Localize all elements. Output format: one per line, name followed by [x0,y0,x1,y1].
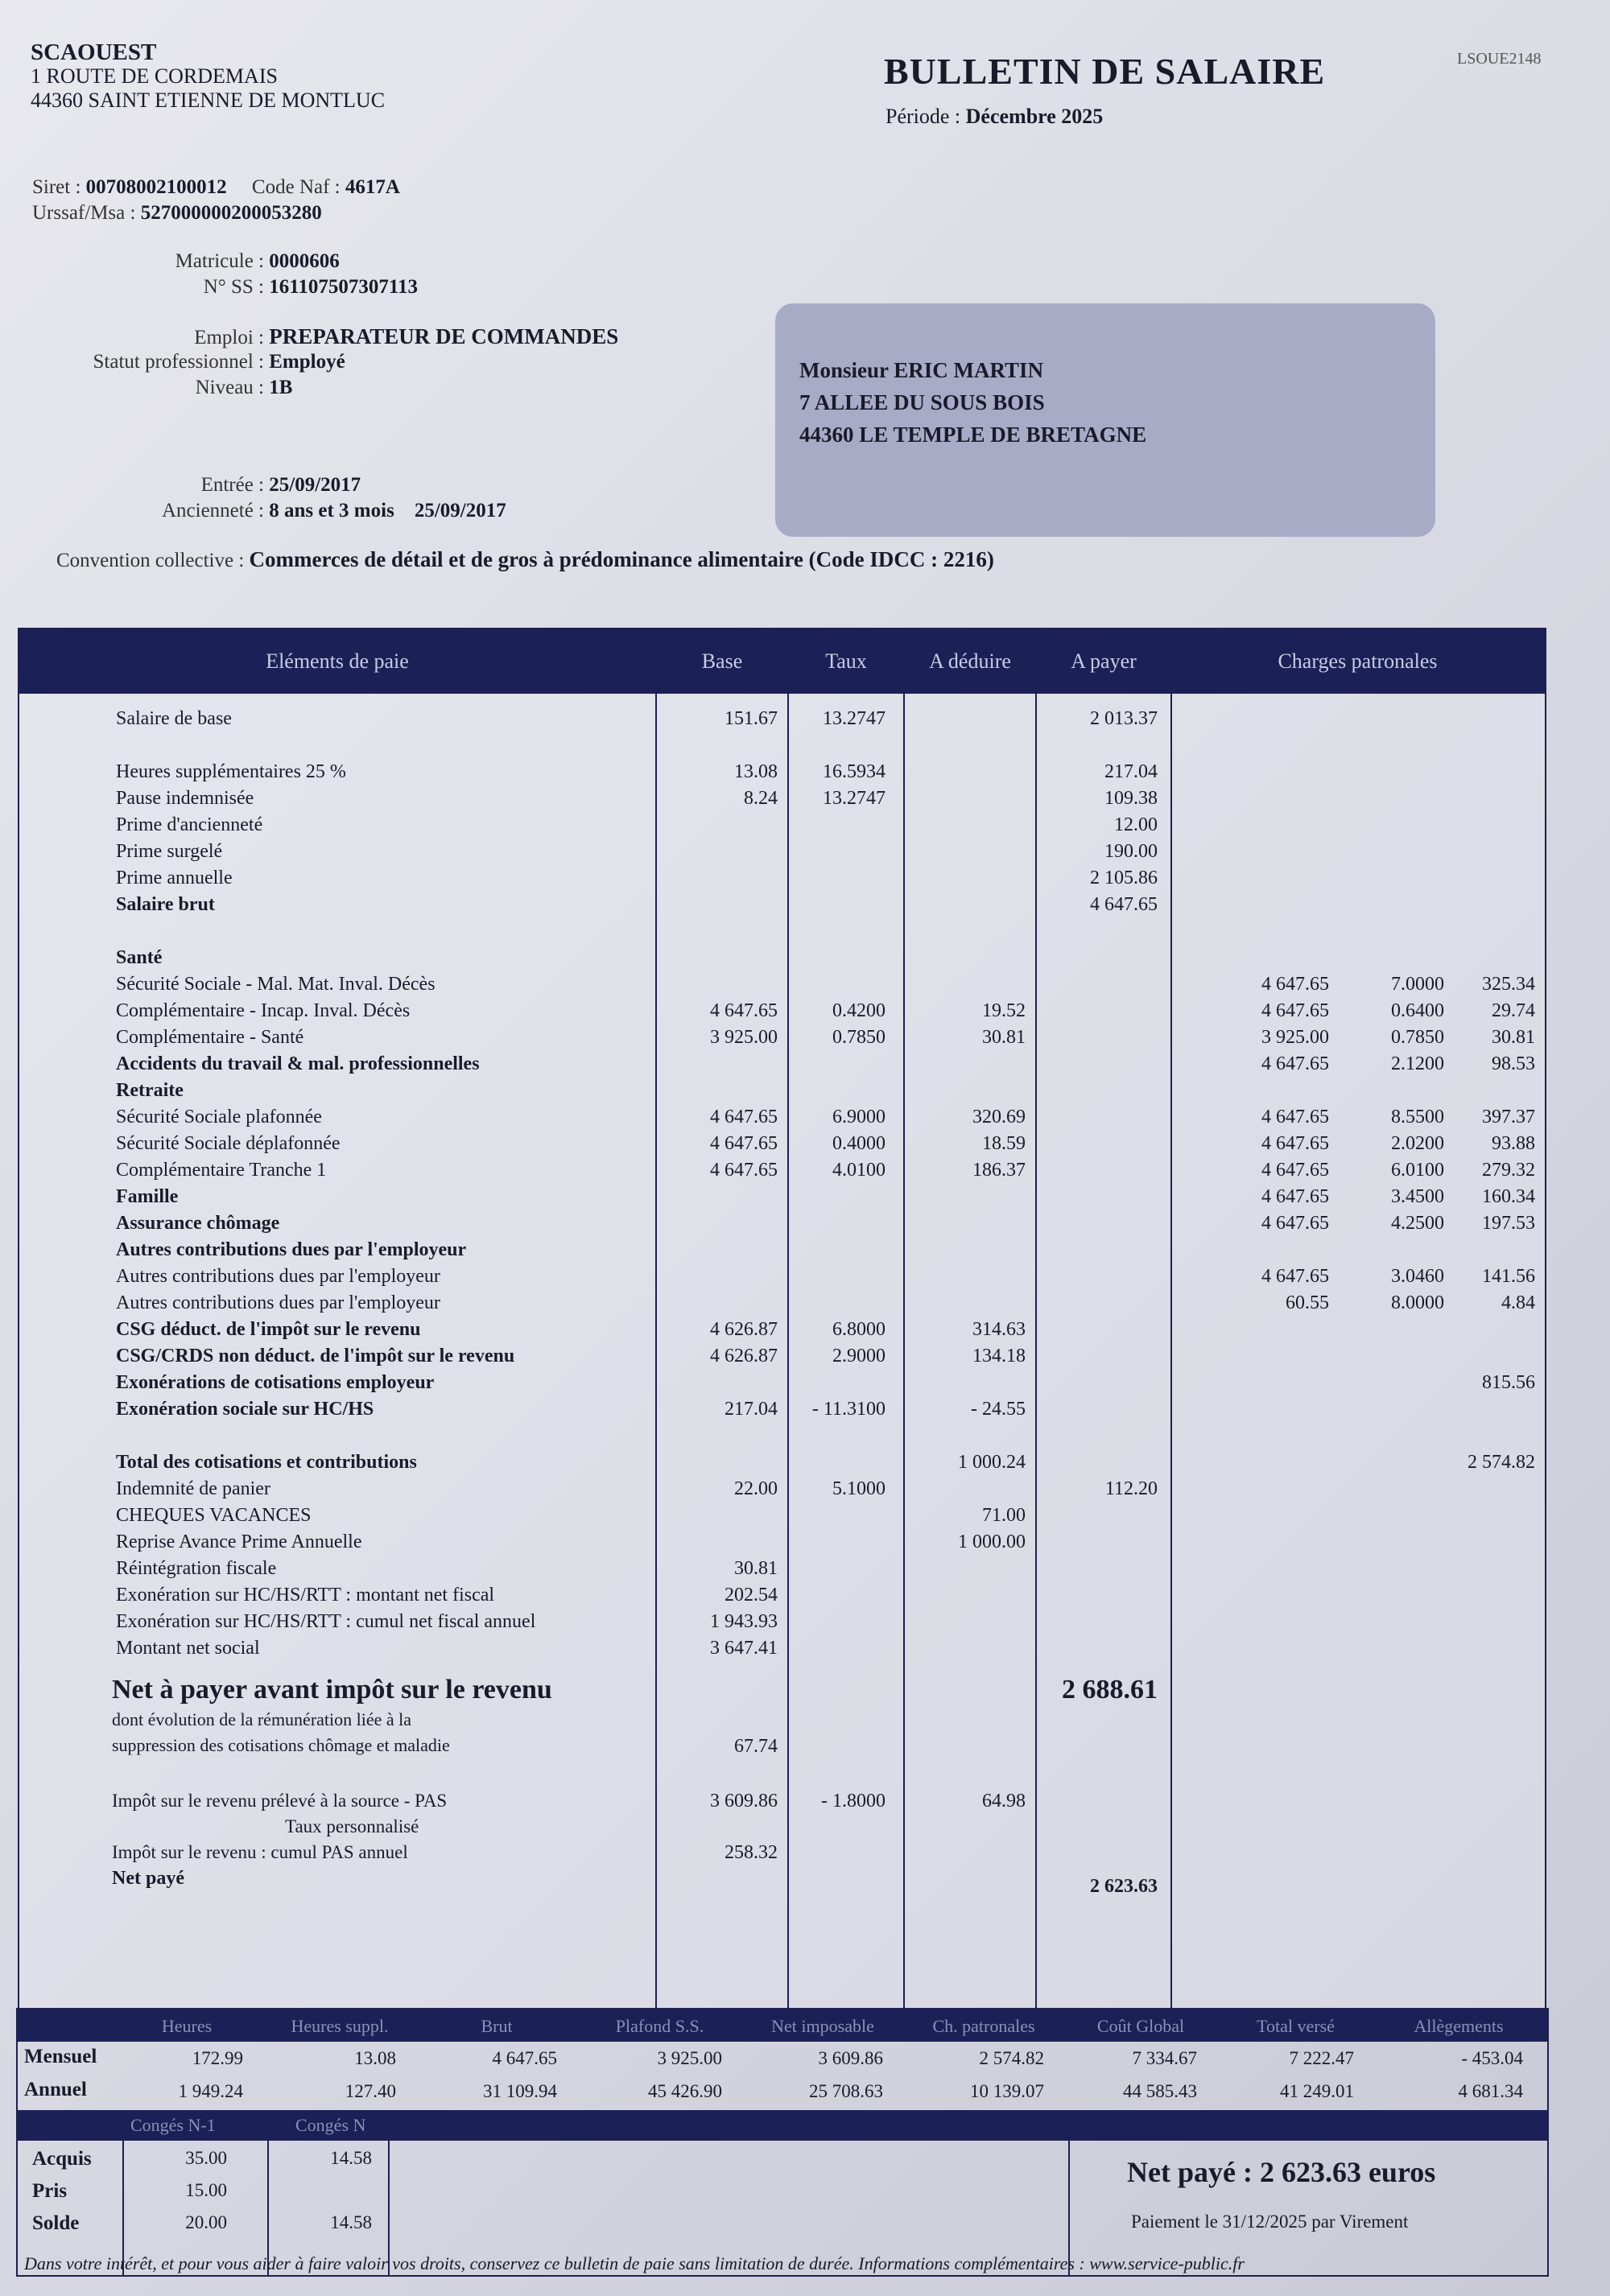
mensuel-cell: 3 609.86 [818,2048,883,2068]
row-label: Prime annuelle [116,868,233,888]
acquis-label: Acquis [32,2148,92,2170]
row-label: Complémentaire Tranche 1 [116,1160,327,1181]
row-label: Autres contributions dues par l'employeur [116,1266,440,1287]
anciennete-value: 8 ans et 3 mois [269,500,394,521]
row-label: CSG/CRDS non déduct. de l'impôt sur le revenu [116,1346,515,1366]
document-ref: LSOUE2148 [1457,50,1542,68]
row-base: 3 925.00 [710,1027,778,1048]
annuel-cell: 44 585.43 [1123,2081,1197,2101]
row-label: Reprise Avance Prime Annuelle [116,1531,362,1552]
row-base: 4 647.65 [710,1160,778,1181]
company-name: SCAOUEST [31,39,157,65]
urssaf-value: 527000000200053280 [140,202,322,224]
net-avant-impot-label: Net à payer avant impôt sur le revenu [112,1675,552,1704]
siret-row [32,175,400,200]
net-paye-label: Net payé [112,1868,184,1889]
entree-label: Entrée : [200,474,264,496]
mensuel-cell: 7 334.67 [1132,2048,1197,2068]
niveau-row [32,376,292,400]
net-paye-value: 2 623.63 [1090,1876,1158,1897]
row-cp-base: 4 647.65 [1261,1213,1329,1234]
entree-row [32,473,361,497]
row-deduire: 30.81 [982,1027,1026,1048]
cumul-pas-label: Impôt sur le revenu : cumul PAS annuel [112,1842,408,1862]
row-cp-taux: 2.1200 [1391,1053,1444,1074]
pas-label: Impôt sur le revenu prélevé à la source - PAS [112,1791,448,1811]
annuel-cell: 25 708.63 [809,2081,883,2101]
row-label: CSG déduct. de l'impôt sur le revenu [116,1319,421,1340]
row-label: Salaire brut [116,894,215,915]
siret-label: Siret : [32,176,81,198]
nss-row [32,275,418,299]
pas-base: 3 609.86 [710,1791,778,1812]
row-label: Complémentaire - Santé [116,1027,304,1048]
row-cp-montant: 397.37 [1482,1107,1535,1127]
row-cp-montant: 98.53 [1492,1053,1535,1074]
row-payer: 12.00 [1114,814,1158,835]
row-taux: 13.2747 [823,788,886,809]
emploi-row [32,324,618,350]
row-deduire: 19.52 [982,1000,1026,1021]
row-cp-montant: 160.34 [1482,1186,1535,1207]
naf-label: Code Naf : [251,176,341,198]
row-deduire: 1 000.00 [958,1531,1026,1552]
row-cp-montant: 141.56 [1482,1266,1535,1287]
row-cp-base: 4 647.65 [1261,1133,1329,1154]
recipient-name: Monsieur ERIC MARTIN [799,358,1044,382]
row-cp-montant: 815.56 [1482,1372,1535,1393]
dont-line-1: dont évolution de la rémunération liée à la [112,1709,412,1729]
row-base: 4 647.65 [710,1000,778,1021]
pris-label: Pris [32,2180,68,2202]
mensuel-cell: 2 574.82 [979,2048,1044,2068]
row-cp-taux: 2.0200 [1391,1133,1444,1154]
row-label: Prime d'ancienneté [116,814,263,835]
naf-value: 4617A [345,176,400,198]
row-base: 4 647.65 [710,1133,778,1154]
mensuel-cell: - 453.04 [1461,2048,1523,2068]
row-label: Exonération sur HC/HS/RTT : montant net fiscal [116,1585,495,1606]
solde-n1: 20.00 [185,2212,227,2232]
annuel-cell: 1 949.24 [178,2081,243,2101]
row-taux: 6.8000 [832,1319,886,1340]
row-payer: 4 647.65 [1090,894,1158,915]
row-deduire: 314.63 [972,1319,1026,1340]
row-label: Prime surgelé [116,841,223,862]
annuel-cell: 10 139.07 [970,2081,1044,2101]
company-block [31,40,385,113]
annuel-cell: 45 426.90 [648,2081,722,2101]
summary-col-header: Brut [481,2016,513,2036]
th-elements: Eléments de paie [266,649,409,673]
row-taux: 4.0100 [832,1160,886,1181]
row-cp-base: 60.55 [1286,1292,1329,1313]
summary-block [16,2008,1549,2277]
row-taux: 13.2747 [823,708,886,729]
th-conges-n: Congés N [295,2115,366,2135]
row-payer: 217.04 [1104,761,1158,782]
document-title: BULLETIN DE SALAIRE [884,51,1326,92]
row-base: 4 626.87 [710,1346,778,1366]
row-payer: 109.38 [1104,788,1158,809]
annuel-cell: 127.40 [345,2081,396,2101]
row-payer: 2 105.86 [1090,868,1158,888]
row-cp-taux: 0.7850 [1391,1027,1444,1048]
mensuel-cell: 4 647.65 [492,2048,557,2068]
row-cp-taux: 8.5500 [1391,1107,1444,1127]
row-label: Famille [116,1186,179,1207]
cumul-pas-value: 258.32 [724,1842,778,1863]
mensuel-cell: 7 222.47 [1289,2048,1354,2068]
row-deduire: - 24.55 [971,1399,1026,1420]
anciennete-date: 25/09/2017 [414,500,506,521]
matricule-row [32,249,340,274]
summary-col-header: Heures suppl. [291,2016,389,2036]
row-base: 4 647.65 [710,1107,778,1127]
acquis-n: 14.58 [330,2148,372,2168]
row-cp-taux: 3.4500 [1391,1186,1444,1207]
company-address-2: 44360 SAINT ETIENNE DE MONTLUC [31,89,386,112]
th-conges-n1: Congés N-1 [130,2115,216,2135]
annuel-cell: 4 681.34 [1458,2081,1523,2101]
summary-col-header: Total versé [1257,2016,1335,2036]
row-label: Montant net social [116,1638,260,1659]
row-deduire: 71.00 [982,1505,1026,1526]
summary-col-header: Plafond S.S. [615,2016,704,2036]
row-taux: 0.7850 [832,1027,886,1048]
periode-value: Décembre 2025 [965,105,1104,128]
row-cp-taux: 7.0000 [1391,974,1444,995]
row-cp-base: 4 647.65 [1261,1053,1329,1074]
matricule-value: 0000606 [269,250,340,272]
row-label: Exonération sociale sur HC/HS [116,1399,374,1420]
row-base: 22.00 [734,1478,778,1499]
pay-elements-table [18,628,1546,2011]
row-base: 202.54 [724,1585,778,1606]
company-address-1: 1 ROUTE DE CORDEMAIS [31,64,278,88]
statut-row [32,350,345,374]
th-deduire: A déduire [929,649,1011,673]
row-base: 13.08 [734,761,778,782]
matricule-label: Matricule : [175,250,264,272]
row-cp-base: 4 647.65 [1261,1266,1329,1287]
row-cp-taux: 0.6400 [1391,1000,1444,1021]
emploi-label: Emploi : [194,327,264,348]
row-base: 4 626.87 [710,1319,778,1340]
row-label: Indemnité de panier [116,1478,270,1499]
net-avant-impot-value: 2 688.61 [1062,1675,1158,1704]
row-cp-montant: 325.34 [1482,974,1535,995]
annuel-cell: 41 249.01 [1280,2081,1354,2101]
row-base: 1 943.93 [710,1611,778,1632]
th-charges: Charges patronales [1278,649,1438,673]
row-cp-base: 4 647.65 [1261,1000,1329,1021]
row-deduire: 320.69 [972,1107,1026,1127]
conges-header [18,2110,1547,2141]
annuel-cell: 31 109.94 [483,2081,557,2101]
dont-line-2: suppression des cotisations chômage et maladie [112,1735,450,1755]
mensuel-cell: 3 925.00 [657,2048,722,2068]
row-base: 3 647.41 [710,1638,778,1659]
siret-value: 00708002100012 [85,176,227,198]
pris-n1: 15.00 [185,2180,227,2200]
th-base: Base [701,649,743,673]
row-taux: 6.9000 [832,1107,886,1127]
row-label: Autres contributions dues par l'employeur [116,1239,467,1260]
row-taux: 16.5934 [823,761,886,782]
mensuel-cell: 172.99 [192,2048,243,2068]
recipient-street: 7 ALLEE DU SOUS BOIS [799,390,1045,414]
entree-value: 25/09/2017 [269,474,361,496]
row-label: Réintégration fiscale [116,1558,277,1579]
row-payer: 190.00 [1104,841,1158,862]
col-divider [1170,694,1172,2010]
periode-label: Période : [886,105,961,128]
solde-n: 14.58 [330,2212,372,2232]
row-taux: 0.4200 [832,1000,886,1021]
row-cp-montant: 197.53 [1482,1213,1535,1234]
row-label: Sécurité Sociale - Mal. Mat. Inval. Décès [116,974,436,995]
row-label: Total des cotisations et contributions [116,1452,417,1473]
row-base: 8.24 [744,788,778,809]
emploi-value: PREPARATEUR DE COMMANDES [269,324,619,348]
row-label: Autres contributions dues par l'employeur [116,1292,440,1313]
urssaf-row [32,201,322,225]
convention-row [56,547,994,572]
statut-label: Statut professionnel : [93,351,264,373]
row-cp-base: 4 647.65 [1261,1160,1329,1181]
row-cp-base: 4 647.65 [1261,974,1329,995]
pas-deduire: 64.98 [982,1791,1026,1812]
disclaimer: Dans votre intérêt, et pour vous aider à faire valoir vos droits, conservez ce bulletin de paie sans limitation de durée. Informations complémentaires : www.service-public.fr [24,2253,1245,2273]
row-label: Sécurité Sociale déplafonnée [116,1133,341,1154]
row-label: Retraite [116,1080,184,1101]
row-label: CHEQUES VACANCES [116,1505,312,1526]
row-cp-montant: 30.81 [1492,1027,1535,1048]
row-label: Complémentaire - Incap. Inval. Décès [116,1000,411,1021]
row-deduire: 134.18 [972,1346,1026,1366]
periode [886,105,1103,129]
row-cp-montant: 29.74 [1492,1000,1535,1021]
row-label: Exonérations de cotisations employeur [116,1372,435,1393]
row-cp-taux: 6.0100 [1391,1160,1444,1181]
payment-info: Paiement le 31/12/2025 par Virement [1131,2211,1409,2232]
row-label: Exonération sur HC/HS/RTT : cumul net fiscal annuel [116,1611,536,1632]
row-taux: 2.9000 [832,1346,886,1366]
mensuel-cell: 13.08 [354,2048,396,2068]
row-base: 217.04 [724,1399,778,1420]
row-cp-montant: 93.88 [1492,1133,1535,1154]
row-cp-base: 3 925.00 [1261,1027,1329,1048]
row-cp-montant: 4.84 [1501,1292,1535,1313]
taux-personnalise: Taux personnalisé [285,1816,419,1836]
row-payer: 112.20 [1104,1478,1158,1499]
row-cp-base: 4 647.65 [1261,1186,1329,1207]
row-cp-taux: 4.2500 [1391,1213,1444,1234]
anciennete-label: Ancienneté : [161,500,264,521]
row-cp-montant: 2 574.82 [1468,1452,1535,1473]
net-paye-total: Net payé : 2 623.63 euros [1127,2156,1436,2188]
niveau-label: Niveau : [195,377,264,398]
row-base: 151.67 [724,708,778,729]
summary-col-header: Net imposable [771,2016,874,2036]
recipient-address [799,354,1146,451]
dont-value: 67.74 [734,1736,778,1757]
summary-col-header: Heures [161,2016,213,2036]
th-payer: A payer [1071,649,1137,673]
pas-taux: - 1.8000 [821,1791,886,1812]
row-base: 30.81 [734,1558,778,1579]
row-taux: 5.1000 [832,1478,886,1499]
annuel-label: Annuel [24,2079,87,2100]
row-label: Assurance chômage [116,1213,280,1234]
row-cp-taux: 8.0000 [1391,1292,1444,1313]
row-payer: 2 013.37 [1090,708,1158,729]
summary-col-header: Ch. patronales [932,2016,1035,2036]
statut-value: Employé [269,351,345,373]
mensuel-label: Mensuel [24,2046,97,2067]
th-taux: Taux [825,649,867,673]
row-deduire: 1 000.24 [958,1452,1026,1473]
row-deduire: 186.37 [972,1160,1026,1181]
recipient-city: 44360 LE TEMPLE DE BRETAGNE [799,423,1147,447]
niveau-value: 1B [269,377,293,398]
row-label: Santé [116,947,163,968]
convention-label: Convention collective : [56,550,245,571]
summary-col-header: Coût Global [1096,2016,1185,2036]
row-label: Salaire de base [116,708,232,729]
nss-value: 161107507307113 [269,276,418,298]
row-label: Accidents du travail & mal. professionnelles [116,1053,480,1074]
nss-label: N° SS : [203,276,264,298]
row-label: Pause indemnisée [116,788,254,809]
summary-col-header: Allègements [1414,2016,1504,2036]
row-label: Sécurité Sociale plafonnée [116,1107,322,1127]
row-cp-taux: 3.0460 [1391,1266,1444,1287]
row-taux: - 11.3100 [811,1399,886,1420]
solde-label: Solde [32,2212,80,2234]
row-cp-montant: 279.32 [1482,1160,1535,1181]
table-header [19,629,1545,694]
row-label: Heures supplémentaires 25 % [116,761,346,782]
row-cp-base: 4 647.65 [1261,1107,1329,1127]
acquis-n1: 35.00 [185,2148,227,2168]
urssaf-label: Urssaf/Msa : [32,202,136,224]
row-deduire: 18.59 [982,1133,1026,1154]
convention-value: Commerces de détail et de gros à prédominance alimentaire (Code IDCC : 2216) [249,547,994,571]
anciennete-row [32,499,506,523]
summary-header [18,2010,1547,2042]
row-taux: 0.4000 [832,1133,886,1154]
